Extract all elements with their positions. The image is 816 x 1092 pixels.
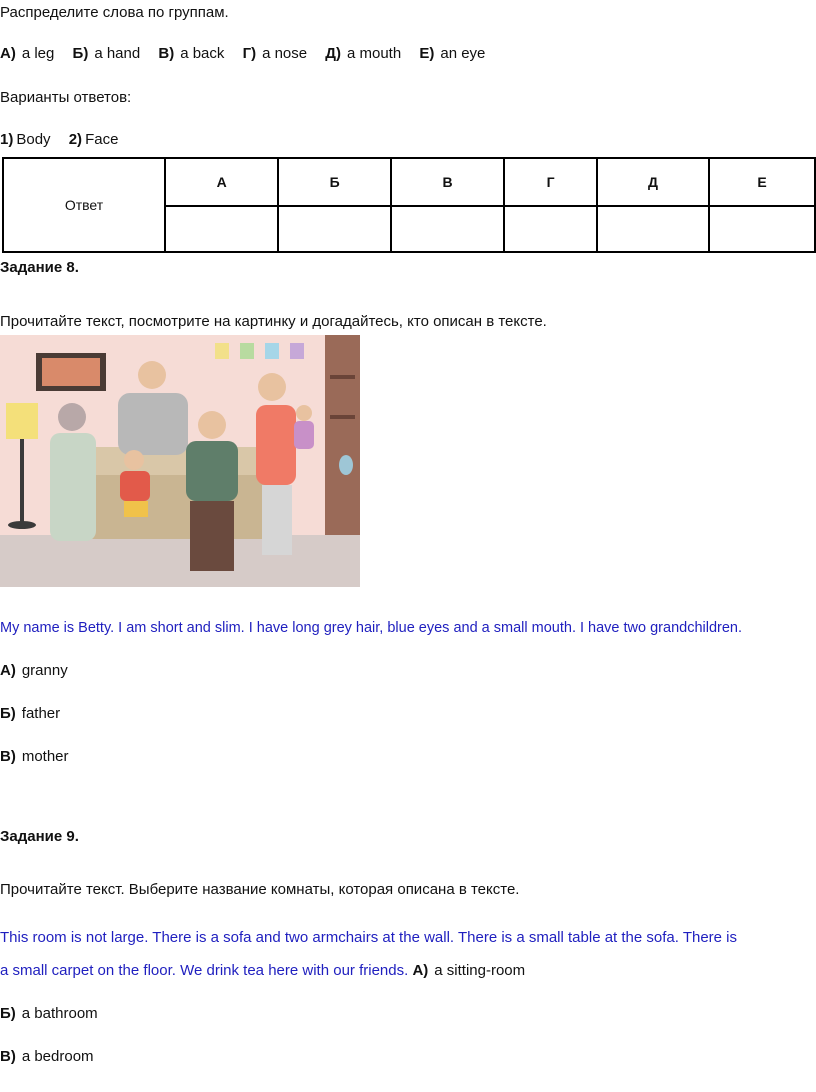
answer-cell[interactable] — [165, 206, 278, 252]
variants-label: Варианты ответов: — [0, 89, 132, 106]
answer-cell[interactable] — [391, 206, 504, 252]
word-item: А) a leg — [0, 45, 55, 62]
word-item: В) a back — [158, 45, 225, 62]
family-illustration — [0, 335, 360, 587]
task8-option: Б) father — [0, 705, 61, 722]
task8-instruction: Прочитайте текст, посмотрите на картинку и догадайтесь, кто описан в тексте. — [0, 313, 547, 330]
answer-table — [2, 157, 816, 253]
word-item: Б) a hand — [72, 45, 141, 62]
col-header: Е — [709, 158, 815, 206]
task8-text: My name is Betty. I am short and slim. I have long grey hair, blue eyes and a small mouth. I have two grandchildren. — [0, 620, 743, 636]
word-item: Г) a nose — [242, 45, 308, 62]
task9-option: Б) a bathroom — [0, 1005, 98, 1022]
variants-list — [0, 130, 132, 150]
col-header: Б — [278, 158, 391, 206]
answer-cell[interactable] — [597, 206, 709, 252]
word-item: Д) a mouth — [325, 45, 402, 62]
col-header: Г — [504, 158, 597, 206]
answer-cell[interactable] — [504, 206, 597, 252]
task9-option: В) a bedroom — [0, 1048, 94, 1065]
col-header: Д — [597, 158, 709, 206]
col-header: А — [165, 158, 278, 206]
variant-item: 1) Body — [0, 131, 51, 148]
answer-row-label: Ответ — [3, 158, 165, 252]
answer-cell[interactable] — [278, 206, 391, 252]
task9-instruction: Прочитайте текст. Выберите название комнаты, которая описана в тексте. — [0, 881, 520, 898]
variant-item: 2) Face — [68, 131, 119, 148]
task7-instruction: Распределите слова по группам. — [0, 4, 229, 21]
answer-cell[interactable] — [709, 206, 815, 252]
word-item: Е) an eye — [419, 45, 486, 62]
task8-option: А) granny — [0, 662, 68, 679]
task9-title: Задание 9. — [0, 828, 79, 845]
task9-text-line2: a small carpet on the floor. We drink tea here with our friends. А) a sitting-room — [0, 962, 526, 979]
task8-option: В) mother — [0, 748, 69, 765]
col-header: В — [391, 158, 504, 206]
task8-title: Задание 8. — [0, 259, 79, 276]
task9-text-line1: This room is not large. There is a sofa and two armchairs at the wall. There is a small table at the sofa. There is — [0, 929, 738, 946]
word-list — [0, 44, 499, 64]
